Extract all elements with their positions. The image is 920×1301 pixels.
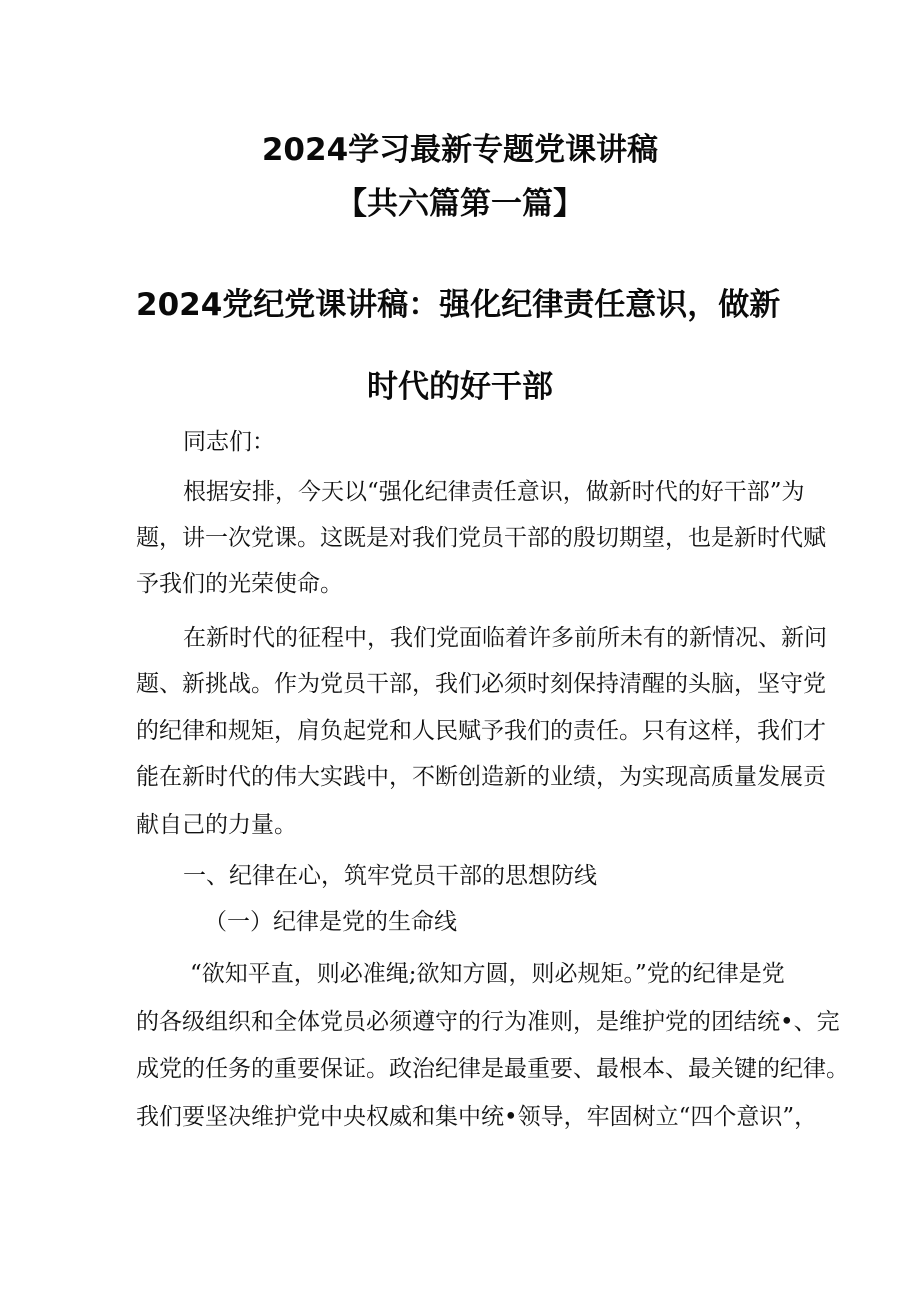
paragraph-line: 予我们的光荣使命。 (136, 571, 343, 597)
paragraph-line: 能在新时代的伟大实践中，不断创造新的业绩，为实现高质量发展贡 (136, 764, 826, 790)
series-label: 【共六篇第一篇】 (336, 186, 584, 222)
paragraph-line: 的纪律和规矩，肩负起党和人民赋予我们的责任。只有这样，我们才 (136, 718, 826, 744)
paragraph-line: 的各级组织和全体党员必须遵守的行为准则，是维护党的团结统•、完 (136, 1009, 840, 1035)
paragraph-line: 题、新挑战。作为党员干部，我们必须时刻保持清醒的头脑，坚守党 (136, 671, 826, 697)
subsection-heading: （一）纪律是党的生命线 (204, 909, 457, 935)
main-title: 2024学习最新专题党课讲稿 (261, 132, 659, 168)
article-title-line-2: 时代的好干部 (367, 369, 553, 405)
paragraph-line: “欲知平直，则必准绳;欲知方圆，则必规矩。”党的纪律是党 (190, 961, 785, 987)
salutation: 同志们： (183, 429, 275, 455)
paragraph-line: 献自己的力量。 (136, 812, 297, 838)
section-heading: 一、纪律在心，筑牢党员干部的思想防线 (183, 863, 597, 889)
article-title-line-1: 2024党纪党课讲稿：强化纪律责任意识，做新 (136, 287, 781, 323)
paragraph-line: 我们要坚决维护党中央权威和集中统•领导，牢固树立“四个意识”， (136, 1104, 818, 1130)
paragraph-line: 根据安排，今天以“强化纪律责任意识，做新时代的好干部”为 (183, 479, 805, 505)
paragraph-line: 成党的任务的重要保证。政治纪律是最重要、最根本、最关键的纪律。 (136, 1056, 849, 1082)
paragraph-line: 题，讲一次党课。这既是对我们党员干部的殷切期望，也是新时代赋 (136, 525, 826, 551)
paragraph-line: 在新时代的征程中，我们党面临着许多前所未有的新情况、新问 (183, 625, 827, 651)
